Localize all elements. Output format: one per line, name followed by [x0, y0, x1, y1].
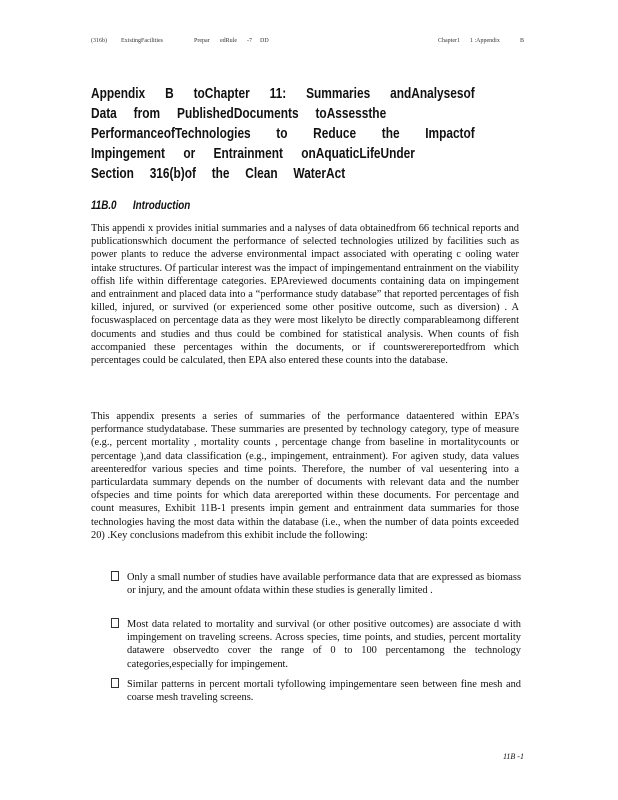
bullet-text: Most data related to mortality and survival (or other positive outcomes) are associate d with impingement on traveling screens. Across species, time points, and studies, percent mortality datawere observedto cover the range of 0 to 100 percentamong the technology categories,especially for impingement.	[127, 619, 521, 670]
header-doc-type: ExistingFacilities	[121, 38, 163, 44]
section-heading	[91, 198, 207, 212]
bullet-item	[111, 571, 521, 597]
header-appendix: 1 :Appendix	[470, 38, 500, 44]
bullet-text: Only a small number of studies have available performance data that are expressed as biomass or injury, and the amount ofdata within these studies is generally limited .	[127, 572, 521, 597]
document-title	[91, 84, 475, 184]
header-chapter: Chapter1	[438, 38, 460, 44]
bullet-marker-icon	[111, 571, 119, 581]
title-line: Section 316(b)of the Clean WaterAct	[91, 166, 346, 182]
header-doc-id: (316b)	[91, 38, 107, 44]
section-title: Introduction	[132, 198, 191, 212]
paragraph-summary: This appendix presents a series of summaries of the performance dataentered within EPA’s performance studydatabase. These summaries are presented by technology category, type of measure (e.g., percent mortality , mortality counts , percentage change from baseline in mortalitycounts or percentage ),and data classification (e.g., impingement, entrainment). For agiven study, data values areenteredfor various species and time points. Therefore, the number of val uesentering into a particulardata summary depends on the number of documents with relevant data and the number ofspecies and time points for which data arereported within these documents. For percentage and count measures, Exhibit 11B-1 presents impin gement and entrainment data summaries for those technologies having the most data within the database (i.e., when the number of data points exceeded 20) .Key conclusions madefrom this exhibit include the following:	[91, 411, 519, 541]
title-line: Impingement or Entrainment onAquaticLifeUnder	[91, 146, 415, 162]
header-date-part2: DD	[260, 38, 269, 44]
header-date-part: -7	[247, 38, 252, 44]
bullet-marker-icon	[111, 678, 119, 688]
header-prepared: Prepar	[194, 38, 210, 44]
paragraph-intro: This appendi x provides initial summaries and a nalyses of data obtainedfrom 66 technical reports and publicationswhich document the performance of selected technologies utilized by facilities such as power plants to reduce the adverse environmental impact associated with operating c ooling water intake structures. Of particular interest was the impact of impingementand entrainment on the viability offish life within differentage categories. EPAreviewed documents containing data on impingement and entrainment and placed data into a “performance study database” that reported percentages of fish killed, injured, or survived (or experienced some other positive outcome, such as diversion) . A focuswasplaced on percentage data as they were most likelyto be directly comparableamong different documents and studies and thus could be combined for statistical analysis. When counts of fish accompanied these percentages within the documents, or if countswerereportedfrom which percentages could be calculated, then EPA also entered these counts into the database.	[91, 223, 519, 367]
bullet-item	[111, 678, 521, 704]
header-rule: edRule	[220, 38, 237, 44]
section-number: 11B.0	[91, 198, 117, 212]
title-line: PerformanceofTechnologies to Reduce the Impactof	[91, 126, 475, 142]
title-line: Appendix B toChapter 11: Summaries andAnalysesof	[91, 86, 475, 102]
page-number: 11B -1	[503, 752, 524, 761]
title-line: Data from PublishedDocuments toAssessthe	[91, 106, 387, 122]
bullet-marker-icon	[111, 618, 119, 628]
header-appendix-letter: B	[520, 38, 525, 44]
bullet-item	[111, 618, 521, 671]
bullet-text: Similar patterns in percent mortali tyfollowing impingementare seen between fine mesh and coarse mesh traveling screens.	[127, 679, 521, 704]
